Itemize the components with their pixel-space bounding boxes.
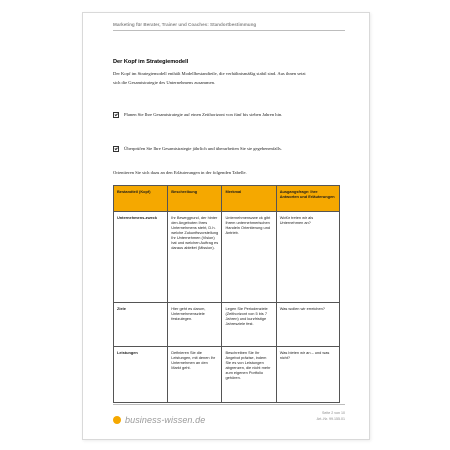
table-cell-question: Was wollen wir erreichen? [276, 303, 339, 347]
table-cell-feature: Legen Sie Periodenziele (Zeithorizont von 5 bis 7 Jahren) und kurzfristige Jahresziele fest. [222, 303, 276, 347]
table-cell-description: Ihr Beweggrund, der hinter den Angeboten Ihres Unternehmens steht, D.h. welche Zukunftsvorstellung Ihr Unternehmen (Vision) hat und welchen Auftrag es daraus ableitet (Mission). [168, 212, 222, 303]
brand-logo [113, 415, 205, 425]
column-header-feature: Merkmal [222, 186, 276, 212]
brand-name: business-wissen.de [125, 415, 206, 425]
table-cell-question: Was bieten wir an – und was nicht? [276, 347, 339, 403]
table-row [114, 347, 340, 403]
strategy-table [113, 185, 340, 403]
document-page [82, 12, 370, 440]
checklist-item-text: Überprüfen Sie Ihre Gesamtstrategie jährlich und überarbeiten Sie sie gegebenenfalls. [124, 146, 282, 151]
checkbox-icon [113, 112, 119, 118]
table-header-row [114, 186, 340, 212]
header-divider [113, 30, 345, 31]
checklist-item-text: Planen Sie Ihre Gesamtstrategie auf einen Zeithorizont von fünf bis sieben Jahren hin. [124, 112, 283, 117]
table-cell-component: Unternehmens-zweck [114, 212, 168, 303]
intro-paragraph: Der Kopf im Strategiemodell enthält Modellbestandteile, die verhältnismäßig stabil sind. Aus ihnen setzt sich die Gesamtstrategie des Unternehmens zusammen. [113, 71, 306, 86]
table-cell-component: Ziele [114, 303, 168, 347]
section-title: Der Kopf im Strategiemodell [113, 59, 189, 65]
table-cell-feature: Unternehmenszwe ck gibt Ihrem unternehmerischen Handeln Orientierung und Antrieb. [222, 212, 276, 303]
table-row [114, 212, 340, 303]
table-cell-description: Definieren Sie die Leistungen, mit denen Ihr Unternehmen an den Markt geht. [168, 347, 222, 403]
table-cell-feature: Beschreiben Sie Ihr Angebot präzise, indem Sie es von Leistungen abgrenzen, die nicht mehr zum eigenen Portfolio gehören. [222, 347, 276, 403]
checkbox-icon [113, 146, 119, 152]
orientation-text: Orientieren Sie sich dazu an den Erläuterungen in der folgenden Tabelle. [113, 170, 247, 175]
page-info [317, 411, 345, 422]
column-header-question: Ausgangsfrage: Ihre Antworten und Erläuterungen [276, 186, 339, 212]
article-number: Art.-Nr. 99.155.01 [316, 416, 345, 421]
table-cell-component: Leistungen [114, 347, 168, 403]
table-cell-description: Hier geht es darum, Unternehmensziele festzulegen. [168, 303, 222, 347]
footer-divider [113, 404, 345, 405]
page-header: Marketing für Berater, Trainer und Coaches: Standortbestimmung [113, 22, 257, 27]
page-number: Seite 2 von 10 [322, 411, 345, 415]
checklist-item [113, 110, 323, 119]
brand-dot-icon [113, 416, 121, 424]
table-cell-question: Wofür treten wir als Unternehmen an? [276, 212, 339, 303]
checklist-item [113, 144, 323, 153]
table-row [114, 303, 340, 347]
column-header-component: Bestandteil (Kopf) [114, 186, 168, 212]
column-header-description: Beschreibung [168, 186, 222, 212]
